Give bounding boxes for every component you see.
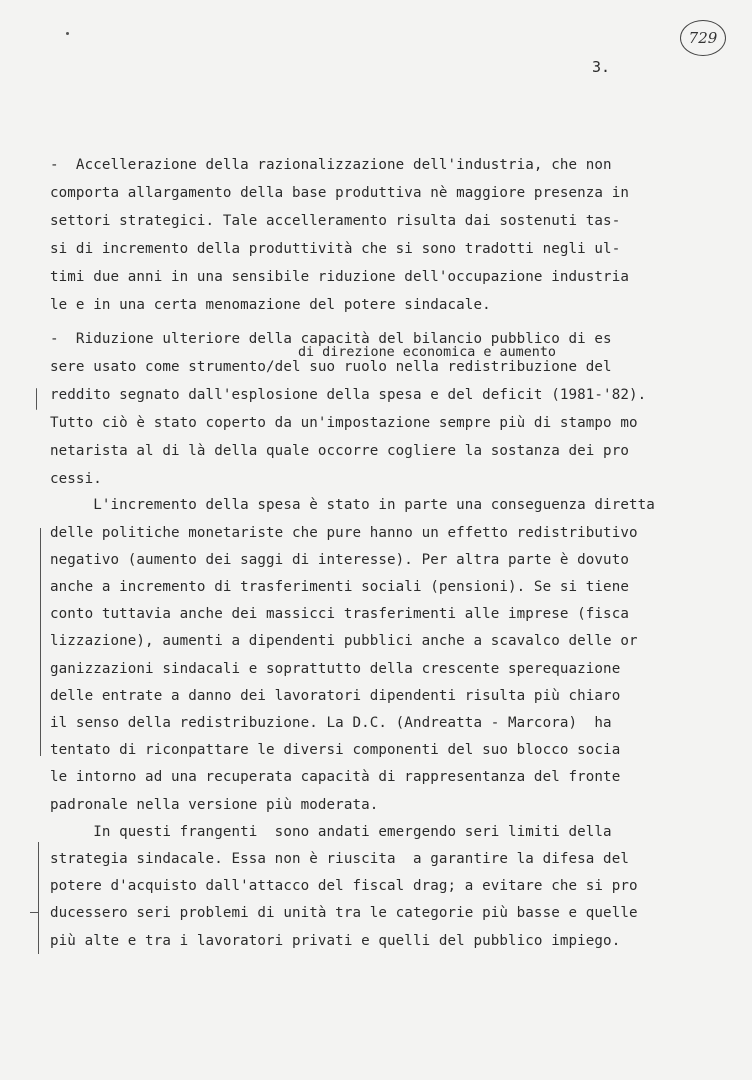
text-line: reddito segnato dall'esplosione della spesa e del deficit (1981-'82). bbox=[50, 387, 647, 403]
text-line: sere usato come strumento/del suo ruolo nella redistribuzione del bbox=[50, 359, 612, 375]
text-line: Tutto ciò è stato coperto da un'impostazione sempre più di stampo mo bbox=[50, 415, 638, 431]
page-number: 3. bbox=[592, 58, 611, 76]
text-line: le e in una certa menomazione del potere sindacale. bbox=[50, 297, 491, 313]
text-line: potere d'acquisto dall'attacco del fiscal drag; a evitare che si pro bbox=[50, 878, 638, 894]
text-line: tentato di riconpattare le diversi componenti del suo blocco socia bbox=[50, 742, 621, 758]
text-line: lizzazione), aumenti a dipendenti pubblici anche a scavalco delle or bbox=[50, 633, 638, 649]
text-line: strategia sindacale. Essa non è riuscita a garantire la difesa del bbox=[50, 851, 629, 867]
text-line: negativo (aumento dei saggi di interesse). Per altra parte è dovuto bbox=[50, 552, 629, 568]
ink-speck bbox=[66, 32, 69, 35]
archive-stamp: 729 bbox=[680, 20, 726, 56]
text-line: comporta allargamento della base produttiva nè maggiore presenza in bbox=[50, 185, 629, 201]
text-line: In questi frangenti sono andati emergendo seri limiti della bbox=[50, 824, 612, 840]
text-line: il senso della redistribuzione. La D.C. (Andreatta - Marcora) ha bbox=[50, 715, 612, 731]
text-line: timi due anni in una sensibile riduzione dell'occupazione industria bbox=[50, 269, 629, 285]
text-line: - Accellerazione della razionalizzazione dell'industria, che non bbox=[50, 157, 612, 173]
interlinear-insertion: di direzione economica e aumento bbox=[298, 345, 556, 360]
margin-tick bbox=[30, 912, 38, 913]
text-line: anche a incremento di trasferimenti sociali (pensioni). Se si tiene bbox=[50, 579, 629, 595]
text-line: ganizzazioni sindacali e soprattutto della crescente sperequazione bbox=[50, 661, 621, 677]
text-line: ducessero seri problemi di unità tra le categorie più basse e quelle bbox=[50, 905, 638, 921]
margin-bracket bbox=[36, 388, 37, 410]
text-line: delle politiche monetariste che pure hanno un effetto redistributivo bbox=[50, 525, 638, 541]
margin-bracket bbox=[38, 842, 39, 954]
text-line: più alte e tra i lavoratori privati e quelli del pubblico impiego. bbox=[50, 933, 621, 949]
text-line: settori strategici. Tale accelleramento risulta dai sostenuti tas- bbox=[50, 213, 621, 229]
text-line: si di incremento della produttività che si sono tradotti negli ul- bbox=[50, 241, 621, 257]
text-line: L'incremento della spesa è stato in parte una conseguenza diretta bbox=[50, 497, 655, 513]
text-line: le intorno ad una recuperata capacità di rappresentanza del fronte bbox=[50, 769, 621, 785]
text-line: conto tuttavia anche dei massicci trasferimenti alle imprese (fisca bbox=[50, 606, 629, 622]
text-line: cessi. bbox=[50, 471, 102, 487]
text-line: delle entrate a danno dei lavoratori dipendenti risulta più chiaro bbox=[50, 688, 621, 704]
text-line: netarista al di là della quale occorre cogliere la sostanza dei pro bbox=[50, 443, 629, 459]
text-line: padronale nella versione più moderata. bbox=[50, 797, 379, 813]
text-line: - Riduzione ulteriore della capacità del bilancio pubblico di es bbox=[50, 331, 612, 347]
margin-bracket bbox=[40, 528, 41, 756]
